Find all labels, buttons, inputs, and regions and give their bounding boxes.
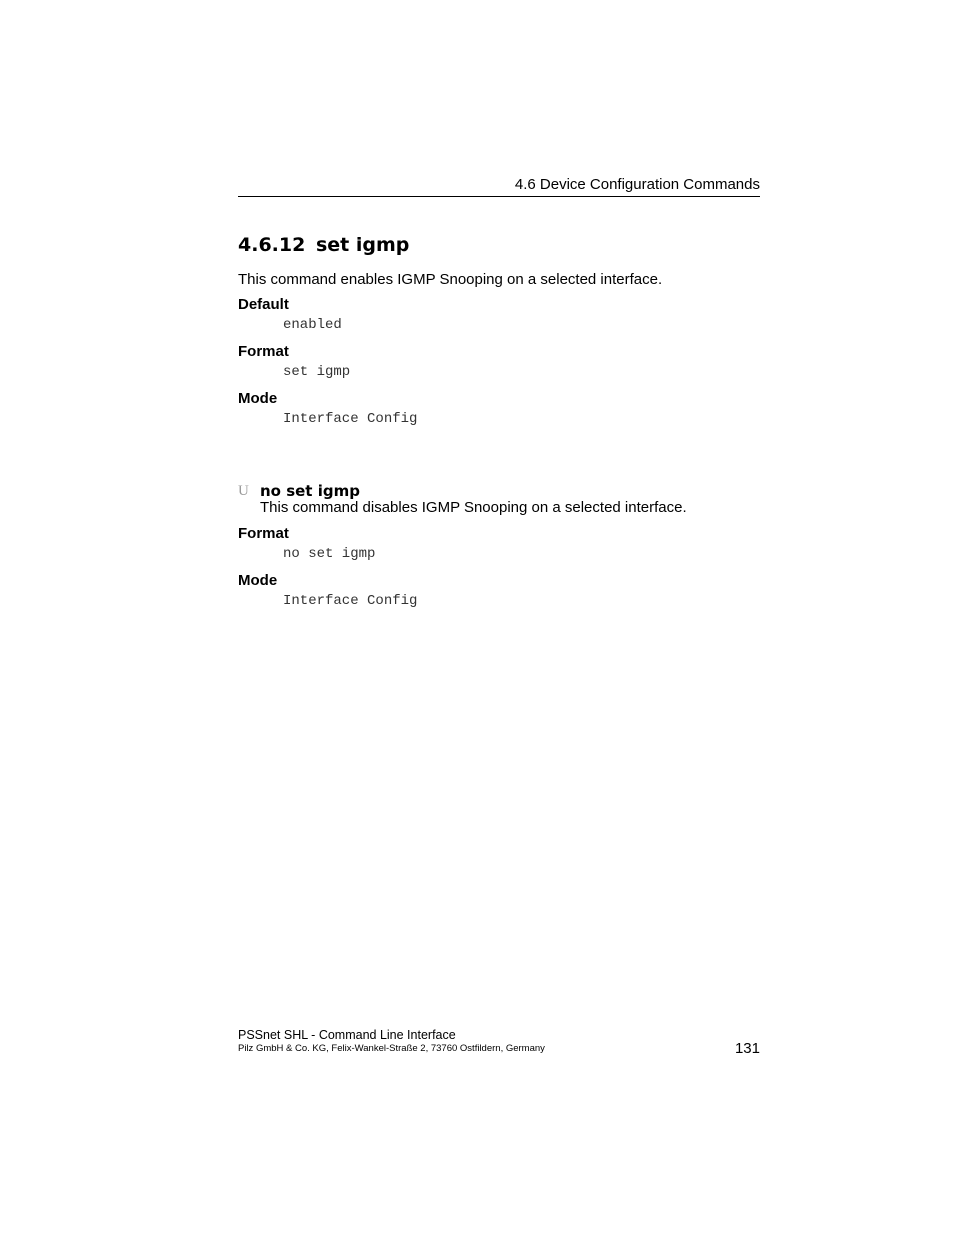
header-rule [238, 196, 760, 197]
running-header: 4.6 Device Configuration Commands [514, 176, 760, 193]
subcommand-format-value: no set igmp [283, 546, 376, 562]
section-number: 4.6.12 [238, 234, 306, 256]
format-label: Format [238, 343, 289, 360]
default-label: Default [238, 296, 289, 313]
mode-value: Interface Config [283, 411, 418, 427]
section-title: set igmp [315, 234, 410, 256]
subcommand-description: This command disables IGMP Snooping on a selected interface. [260, 499, 687, 516]
subcommand-title: no set igmp [260, 482, 360, 500]
subcommand-format-label: Format [238, 525, 289, 542]
section-heading [238, 233, 409, 257]
page-number: 131 [734, 1040, 760, 1057]
section-description: This command enables IGMP Snooping on a selected interface. [238, 271, 663, 288]
format-value: set igmp [283, 364, 351, 380]
bullet-icon: U [238, 483, 249, 499]
subcommand-mode-value: Interface Config [283, 593, 418, 609]
footer-document-title: PSSnet SHL - Command Line Interface [238, 1028, 456, 1042]
subcommand-mode-label: Mode [238, 572, 278, 589]
footer-address: Pilz GmbH & Co. KG, Felix-Wankel-Straße 2, 73760 Ostfildern, Germany [238, 1043, 545, 1054]
default-value: enabled [283, 317, 342, 333]
mode-label: Mode [238, 390, 278, 407]
